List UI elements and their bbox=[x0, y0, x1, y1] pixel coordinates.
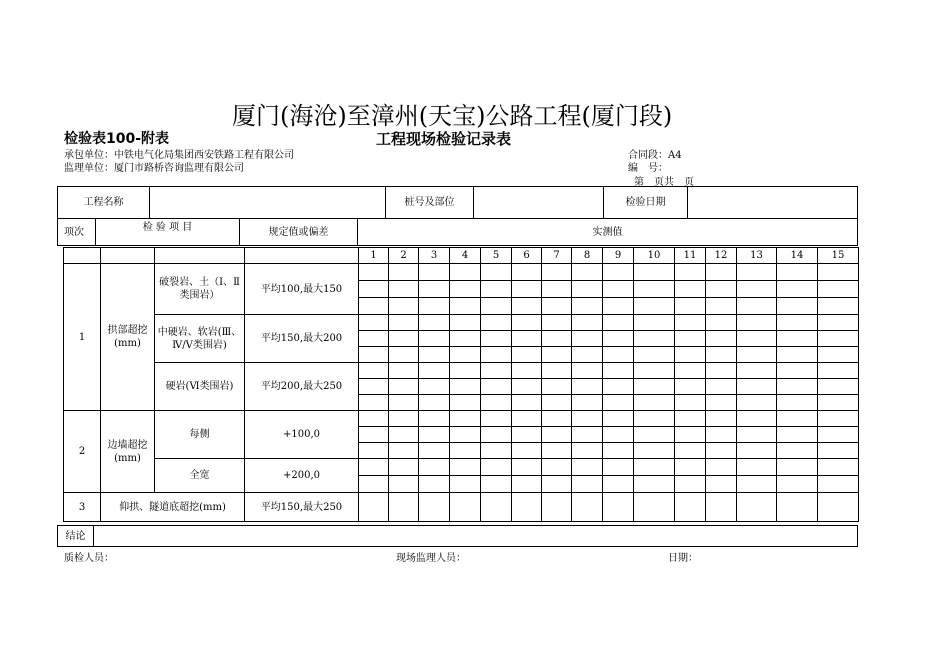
measurement-cell[interactable] bbox=[512, 264, 542, 281]
number-label: 编 号： bbox=[628, 163, 668, 174]
measurement-cell[interactable] bbox=[634, 347, 675, 363]
measurement-cell[interactable] bbox=[450, 395, 481, 411]
measurement-cell[interactable] bbox=[737, 315, 777, 331]
measurement-cell[interactable] bbox=[634, 281, 675, 298]
measurement-cell[interactable] bbox=[419, 264, 450, 281]
measurement-cell[interactable] bbox=[389, 331, 419, 347]
measurement-cell[interactable] bbox=[777, 476, 818, 493]
measurement-cell[interactable] bbox=[634, 459, 675, 476]
measurement-cell[interactable] bbox=[481, 427, 512, 443]
measurement-cell[interactable] bbox=[603, 493, 634, 522]
supervisor-label: 监理单位：厦门市路桥咨询监理有限公司 bbox=[64, 163, 244, 174]
measurement-cell[interactable] bbox=[542, 379, 572, 395]
measurement-cell[interactable] bbox=[450, 427, 481, 443]
measurement-cell[interactable] bbox=[675, 459, 706, 476]
measurement-cell[interactable] bbox=[675, 379, 706, 395]
measurement-cell[interactable] bbox=[706, 347, 737, 363]
measurement-cell[interactable] bbox=[572, 493, 603, 522]
measurement-cell[interactable] bbox=[542, 298, 572, 315]
measurement-cell[interactable] bbox=[512, 379, 542, 395]
measurement-cell[interactable] bbox=[419, 347, 450, 363]
measurement-cell[interactable] bbox=[818, 379, 859, 395]
measurement-cell[interactable] bbox=[675, 493, 706, 522]
measurement-cell[interactable] bbox=[572, 411, 603, 427]
item-3-tol: 平均150,最大250 bbox=[245, 493, 359, 522]
measurement-cell[interactable] bbox=[542, 476, 572, 493]
measurement-cell[interactable] bbox=[818, 331, 859, 347]
measurement-cell[interactable] bbox=[419, 427, 450, 443]
measurement-cell[interactable] bbox=[706, 427, 737, 443]
measurement-cell[interactable] bbox=[419, 315, 450, 331]
measurement-cell[interactable] bbox=[603, 347, 634, 363]
measurement-cell[interactable] bbox=[512, 281, 542, 298]
item-1-tol-1: 平均100,最大150 bbox=[245, 264, 359, 315]
measurement-cell[interactable] bbox=[481, 331, 512, 347]
measurement-cell[interactable] bbox=[737, 331, 777, 347]
col-number: 7 bbox=[542, 248, 572, 264]
item-1-number: 1 bbox=[64, 264, 101, 411]
measurement-cell[interactable] bbox=[818, 476, 859, 493]
project-name-value[interactable] bbox=[150, 187, 386, 219]
form-title: 工程现场检验记录表 bbox=[376, 130, 512, 148]
measurement-cell[interactable] bbox=[737, 443, 777, 459]
measurement-cell[interactable] bbox=[481, 493, 512, 522]
measurement-cell[interactable] bbox=[675, 281, 706, 298]
measurement-cell[interactable] bbox=[359, 298, 389, 315]
measurement-cell[interactable] bbox=[777, 443, 818, 459]
measurement-cell[interactable] bbox=[818, 264, 859, 281]
measurement-cell[interactable] bbox=[450, 264, 481, 281]
measurement-cell[interactable] bbox=[481, 443, 512, 459]
measurement-cell[interactable] bbox=[359, 443, 389, 459]
measurement-cell[interactable] bbox=[818, 298, 859, 315]
measurement-cell[interactable] bbox=[777, 363, 818, 379]
measurement-cell[interactable] bbox=[675, 411, 706, 427]
measurement-cell[interactable] bbox=[450, 411, 481, 427]
measurement-cell[interactable] bbox=[572, 443, 603, 459]
table-row bbox=[64, 264, 859, 281]
measurement-cell[interactable] bbox=[389, 493, 419, 522]
measurement-cell[interactable] bbox=[450, 363, 481, 379]
item-1-tol-2: 平均150,最大200 bbox=[245, 315, 359, 363]
contractor-label: 承包单位：中铁电气化局集团西安铁路工程有限公司 bbox=[64, 150, 294, 161]
table-row bbox=[64, 493, 859, 522]
measurement-cell[interactable] bbox=[777, 379, 818, 395]
measurement-cell[interactable] bbox=[481, 281, 512, 298]
measurement-cell[interactable] bbox=[450, 379, 481, 395]
measurement-cell[interactable] bbox=[389, 459, 419, 476]
measurement-cell[interactable] bbox=[389, 411, 419, 427]
item-2-name: 边墙超挖(mm) bbox=[101, 411, 155, 493]
measurement-cell[interactable] bbox=[818, 315, 859, 331]
measurement-cell[interactable] bbox=[450, 476, 481, 493]
measurement-cell[interactable] bbox=[359, 315, 389, 331]
measurement-cell[interactable] bbox=[512, 315, 542, 331]
measurement-cell[interactable] bbox=[675, 264, 706, 281]
measurement-cell[interactable] bbox=[572, 363, 603, 379]
measurement-cell[interactable] bbox=[777, 347, 818, 363]
document-title: 厦门(海沧)至漳州(天宝)公路工程(厦门段) bbox=[232, 102, 673, 130]
measurement-cell[interactable] bbox=[675, 298, 706, 315]
measurement-cell[interactable] bbox=[359, 281, 389, 298]
measurement-cell[interactable] bbox=[572, 347, 603, 363]
measurement-cell[interactable] bbox=[706, 363, 737, 379]
measurement-cell[interactable] bbox=[542, 395, 572, 411]
measurement-cell[interactable] bbox=[389, 281, 419, 298]
measurement-cell[interactable] bbox=[634, 476, 675, 493]
measurement-cell[interactable] bbox=[818, 347, 859, 363]
measurement-cell[interactable] bbox=[481, 363, 512, 379]
measurement-cell[interactable] bbox=[572, 298, 603, 315]
measurement-cell[interactable] bbox=[818, 493, 859, 522]
measurement-cell[interactable] bbox=[419, 443, 450, 459]
measurement-cell[interactable] bbox=[634, 331, 675, 347]
measurement-cell[interactable] bbox=[512, 298, 542, 315]
measurement-cell[interactable] bbox=[603, 363, 634, 379]
measurement-cell[interactable] bbox=[737, 347, 777, 363]
measurement-cell[interactable] bbox=[634, 264, 675, 281]
measurement-cell[interactable] bbox=[706, 459, 737, 476]
measurement-cell[interactable] bbox=[603, 395, 634, 411]
item-1-tol-3: 平均200,最大250 bbox=[245, 363, 359, 411]
measurement-cell[interactable] bbox=[572, 331, 603, 347]
measurement-cell[interactable] bbox=[542, 315, 572, 331]
measurement-cell[interactable] bbox=[450, 298, 481, 315]
table-row bbox=[64, 411, 859, 427]
measurement-cell[interactable] bbox=[481, 395, 512, 411]
col-number: 1 bbox=[359, 248, 389, 264]
measurement-cell[interactable] bbox=[450, 315, 481, 331]
table-row bbox=[64, 315, 859, 331]
col-number: 4 bbox=[450, 248, 481, 264]
col-number: 15 bbox=[818, 248, 859, 264]
measurement-cell[interactable] bbox=[419, 363, 450, 379]
measurement-cell[interactable] bbox=[512, 347, 542, 363]
measurement-cell[interactable] bbox=[481, 476, 512, 493]
measurement-cell[interactable] bbox=[706, 264, 737, 281]
measurement-cell[interactable] bbox=[572, 281, 603, 298]
col-number: 9 bbox=[603, 248, 634, 264]
measurement-cell[interactable] bbox=[419, 459, 450, 476]
measurement-cell[interactable] bbox=[675, 363, 706, 379]
col-number: 5 bbox=[481, 248, 512, 264]
measurement-cell[interactable] bbox=[419, 476, 450, 493]
measurement-cell[interactable] bbox=[389, 395, 419, 411]
measurement-cell[interactable] bbox=[389, 315, 419, 331]
measurement-cell[interactable] bbox=[359, 411, 389, 427]
measurement-cell[interactable] bbox=[706, 331, 737, 347]
measurement-cell[interactable] bbox=[359, 427, 389, 443]
measurement-cell[interactable] bbox=[706, 298, 737, 315]
measurement-cell[interactable] bbox=[389, 476, 419, 493]
measurement-cell[interactable] bbox=[603, 476, 634, 493]
contract-section: 合同段：A4 bbox=[628, 150, 682, 161]
measurement-cell[interactable] bbox=[603, 443, 634, 459]
measurement-cell[interactable] bbox=[542, 363, 572, 379]
measurement-cell[interactable] bbox=[634, 411, 675, 427]
page-counter: 第 页共 页 bbox=[634, 177, 694, 188]
measurement-cell[interactable] bbox=[512, 411, 542, 427]
measurement-cell[interactable] bbox=[634, 363, 675, 379]
measurement-cell[interactable] bbox=[737, 493, 777, 522]
measurement-cell[interactable] bbox=[737, 427, 777, 443]
inspect-date-value[interactable] bbox=[688, 187, 858, 219]
measurement-cell[interactable] bbox=[155, 248, 245, 264]
measurement-cell[interactable] bbox=[542, 281, 572, 298]
measurement-cell[interactable] bbox=[737, 281, 777, 298]
measurement-cell[interactable] bbox=[419, 395, 450, 411]
col-number: 13 bbox=[737, 248, 777, 264]
project-name-label: 工程名称 bbox=[58, 187, 150, 219]
item-2-tol-2: +200,0 bbox=[245, 459, 359, 493]
measurement-cell[interactable] bbox=[777, 331, 818, 347]
col-number: 14 bbox=[777, 248, 818, 264]
measurement-cell[interactable] bbox=[389, 298, 419, 315]
conclusion-value[interactable] bbox=[94, 526, 858, 547]
measurement-cell[interactable] bbox=[450, 281, 481, 298]
measurement-cell[interactable] bbox=[603, 411, 634, 427]
measurement-cell[interactable] bbox=[706, 443, 737, 459]
measurement-cell[interactable] bbox=[706, 411, 737, 427]
item-2-sub-1: 每侧 bbox=[155, 411, 245, 459]
measurement-cell[interactable] bbox=[542, 331, 572, 347]
measurement-cell[interactable] bbox=[634, 443, 675, 459]
date-label: 日期： bbox=[668, 553, 698, 564]
measurement-cell[interactable] bbox=[450, 347, 481, 363]
measurement-cell[interactable] bbox=[603, 331, 634, 347]
measurement-cell[interactable] bbox=[706, 281, 737, 298]
measurement-cell[interactable] bbox=[481, 298, 512, 315]
measurement-cell[interactable] bbox=[818, 395, 859, 411]
item-2-number: 2 bbox=[64, 411, 101, 493]
column-header-table bbox=[57, 218, 858, 246]
measurement-cell[interactable] bbox=[419, 331, 450, 347]
measurement-cell[interactable] bbox=[737, 379, 777, 395]
measurement-cell[interactable] bbox=[389, 264, 419, 281]
measurement-cell[interactable] bbox=[572, 264, 603, 281]
measurement-cell[interactable] bbox=[603, 427, 634, 443]
measurement-cell[interactable] bbox=[419, 493, 450, 522]
measurement-cell[interactable] bbox=[389, 427, 419, 443]
measurement-cell[interactable] bbox=[675, 347, 706, 363]
measurement-cell[interactable] bbox=[359, 476, 389, 493]
measurement-cell[interactable] bbox=[542, 443, 572, 459]
column-number-row bbox=[64, 248, 859, 264]
measurement-cell[interactable] bbox=[389, 443, 419, 459]
item-2-sub-2: 全宽 bbox=[155, 459, 245, 493]
measurement-cell[interactable] bbox=[542, 347, 572, 363]
measurement-cell[interactable] bbox=[706, 379, 737, 395]
form-number: 检验表100-附表 bbox=[64, 131, 170, 147]
measurement-cell[interactable] bbox=[419, 298, 450, 315]
measurement-cell[interactable] bbox=[389, 379, 419, 395]
station-value[interactable] bbox=[474, 187, 604, 219]
measurement-cell[interactable] bbox=[737, 363, 777, 379]
measurement-cell[interactable] bbox=[359, 347, 389, 363]
measurement-cell[interactable] bbox=[777, 411, 818, 427]
measurement-cell[interactable] bbox=[634, 315, 675, 331]
measurement-cell[interactable] bbox=[737, 411, 777, 427]
item-1-sub-3: 硬岩(Ⅵ类围岩) bbox=[155, 363, 245, 411]
measurement-cell[interactable] bbox=[737, 395, 777, 411]
item-1-sub-1: 破裂岩、土（Ⅰ、Ⅱ类围岩） bbox=[155, 264, 245, 315]
measurement-cell[interactable] bbox=[481, 347, 512, 363]
col-number: 2 bbox=[389, 248, 419, 264]
col-number: 8 bbox=[572, 248, 603, 264]
measurement-cell[interactable] bbox=[245, 248, 359, 264]
measurement-cell[interactable] bbox=[450, 443, 481, 459]
measurement-cell[interactable] bbox=[481, 379, 512, 395]
measurement-cell[interactable] bbox=[572, 315, 603, 331]
measurement-cell[interactable] bbox=[450, 331, 481, 347]
measurement-cell[interactable] bbox=[542, 493, 572, 522]
measurement-cell[interactable] bbox=[675, 395, 706, 411]
measurement-cell[interactable] bbox=[512, 363, 542, 379]
measurement-cell[interactable] bbox=[818, 459, 859, 476]
measurement-cell[interactable] bbox=[572, 379, 603, 395]
inspect-date-label: 检验日期 bbox=[604, 187, 688, 219]
measurement-cell[interactable] bbox=[481, 459, 512, 476]
measurement-cell[interactable] bbox=[359, 331, 389, 347]
measurement-cell[interactable] bbox=[706, 395, 737, 411]
conclusion-label: 结论 bbox=[58, 526, 94, 547]
measurement-cell[interactable] bbox=[450, 493, 481, 522]
measurement-cell[interactable] bbox=[634, 395, 675, 411]
measurement-cell[interactable] bbox=[634, 427, 675, 443]
measurement-cell[interactable] bbox=[777, 459, 818, 476]
item-3-name: 仰拱、隧道底超挖(mm) bbox=[101, 493, 245, 522]
measurement-cell[interactable] bbox=[572, 427, 603, 443]
measurement-cell[interactable] bbox=[777, 315, 818, 331]
item-1-sub-2: 中硬岩、软岩(Ⅲ、Ⅳ/Ⅴ类围岩) bbox=[155, 315, 245, 363]
measurement-cell[interactable] bbox=[818, 363, 859, 379]
measurement-cell[interactable] bbox=[512, 459, 542, 476]
measurement-cell[interactable] bbox=[777, 427, 818, 443]
measurement-cell[interactable] bbox=[737, 459, 777, 476]
col-number: 11 bbox=[675, 248, 706, 264]
measurement-cell[interactable] bbox=[777, 493, 818, 522]
measurement-cell[interactable] bbox=[737, 264, 777, 281]
measurement-cell[interactable] bbox=[603, 281, 634, 298]
measurement-cell[interactable] bbox=[64, 248, 101, 264]
measurement-cell[interactable] bbox=[419, 411, 450, 427]
measurement-cell[interactable] bbox=[603, 298, 634, 315]
measurement-cell[interactable] bbox=[572, 459, 603, 476]
measurement-cell[interactable] bbox=[481, 315, 512, 331]
measurement-cell[interactable] bbox=[675, 315, 706, 331]
measurement-cell[interactable] bbox=[603, 315, 634, 331]
measurement-cell[interactable] bbox=[359, 493, 389, 522]
measurement-cell[interactable] bbox=[777, 395, 818, 411]
measurement-cell[interactable] bbox=[572, 395, 603, 411]
measurement-cell[interactable] bbox=[512, 476, 542, 493]
measurement-cell[interactable] bbox=[450, 459, 481, 476]
item-no-header: 项次 bbox=[58, 219, 96, 246]
measurement-cell[interactable] bbox=[512, 443, 542, 459]
tolerance-header: 规定值或偏差 bbox=[240, 219, 358, 246]
item-2-tol-1: +100,0 bbox=[245, 411, 359, 459]
measurement-cell[interactable] bbox=[389, 347, 419, 363]
conclusion-table bbox=[57, 525, 858, 547]
station-label: 桩号及部位 bbox=[386, 187, 474, 219]
measurement-cell[interactable] bbox=[706, 493, 737, 522]
measurement-cell[interactable] bbox=[777, 281, 818, 298]
site-supervisor-label: 现场监理人员： bbox=[396, 553, 466, 564]
measurement-cell[interactable] bbox=[542, 427, 572, 443]
measurement-cell[interactable] bbox=[603, 459, 634, 476]
col-number: 3 bbox=[419, 248, 450, 264]
measurement-cell[interactable] bbox=[634, 493, 675, 522]
measurement-cell[interactable] bbox=[512, 331, 542, 347]
measurement-cell[interactable] bbox=[419, 281, 450, 298]
measurement-cell[interactable] bbox=[818, 427, 859, 443]
measurement-table bbox=[63, 247, 859, 522]
col-number: 6 bbox=[512, 248, 542, 264]
measurement-cell[interactable] bbox=[675, 427, 706, 443]
measurement-cell[interactable] bbox=[419, 379, 450, 395]
measurement-cell[interactable] bbox=[737, 476, 777, 493]
measurement-cell[interactable] bbox=[512, 493, 542, 522]
measurement-cell[interactable] bbox=[359, 363, 389, 379]
measurement-cell[interactable] bbox=[572, 476, 603, 493]
measurement-cell[interactable] bbox=[603, 379, 634, 395]
measurement-cell[interactable] bbox=[542, 264, 572, 281]
measurement-cell[interactable] bbox=[101, 248, 155, 264]
measurement-cell[interactable] bbox=[777, 298, 818, 315]
table-row bbox=[64, 363, 859, 379]
col-number: 10 bbox=[634, 248, 675, 264]
measurement-cell[interactable] bbox=[818, 411, 859, 427]
measurement-cell[interactable] bbox=[603, 264, 634, 281]
measurement-cell[interactable] bbox=[389, 363, 419, 379]
measurement-cell[interactable] bbox=[634, 379, 675, 395]
measurement-cell[interactable] bbox=[359, 264, 389, 281]
measurement-cell[interactable] bbox=[706, 476, 737, 493]
measurement-cell[interactable] bbox=[737, 298, 777, 315]
measurement-cell[interactable] bbox=[359, 395, 389, 411]
measurement-cell[interactable] bbox=[675, 331, 706, 347]
measurement-cell[interactable] bbox=[481, 264, 512, 281]
measurement-cell[interactable] bbox=[706, 315, 737, 331]
measurement-cell[interactable] bbox=[542, 411, 572, 427]
measurement-cell[interactable] bbox=[818, 443, 859, 459]
measurement-cell[interactable] bbox=[481, 411, 512, 427]
item-1-name: 拱部超挖 (mm) bbox=[101, 264, 155, 411]
measurement-cell[interactable] bbox=[818, 281, 859, 298]
measurement-cell[interactable] bbox=[512, 395, 542, 411]
measurement-cell[interactable] bbox=[512, 427, 542, 443]
measurement-cell[interactable] bbox=[359, 379, 389, 395]
measurement-cell[interactable] bbox=[634, 298, 675, 315]
measurement-cell[interactable] bbox=[359, 459, 389, 476]
col-number: 12 bbox=[706, 248, 737, 264]
measured-header: 实测值 bbox=[358, 219, 858, 246]
measurement-cell[interactable] bbox=[542, 459, 572, 476]
header-table bbox=[57, 186, 858, 219]
table-row bbox=[64, 459, 859, 476]
item-3-number: 3 bbox=[64, 493, 101, 522]
qc-inspector-label: 质检人员： bbox=[64, 553, 114, 564]
measurement-cell[interactable] bbox=[675, 476, 706, 493]
item-header: 检 验 项 目 bbox=[96, 219, 240, 246]
measurement-cell[interactable] bbox=[675, 443, 706, 459]
measurement-cell[interactable] bbox=[777, 264, 818, 281]
